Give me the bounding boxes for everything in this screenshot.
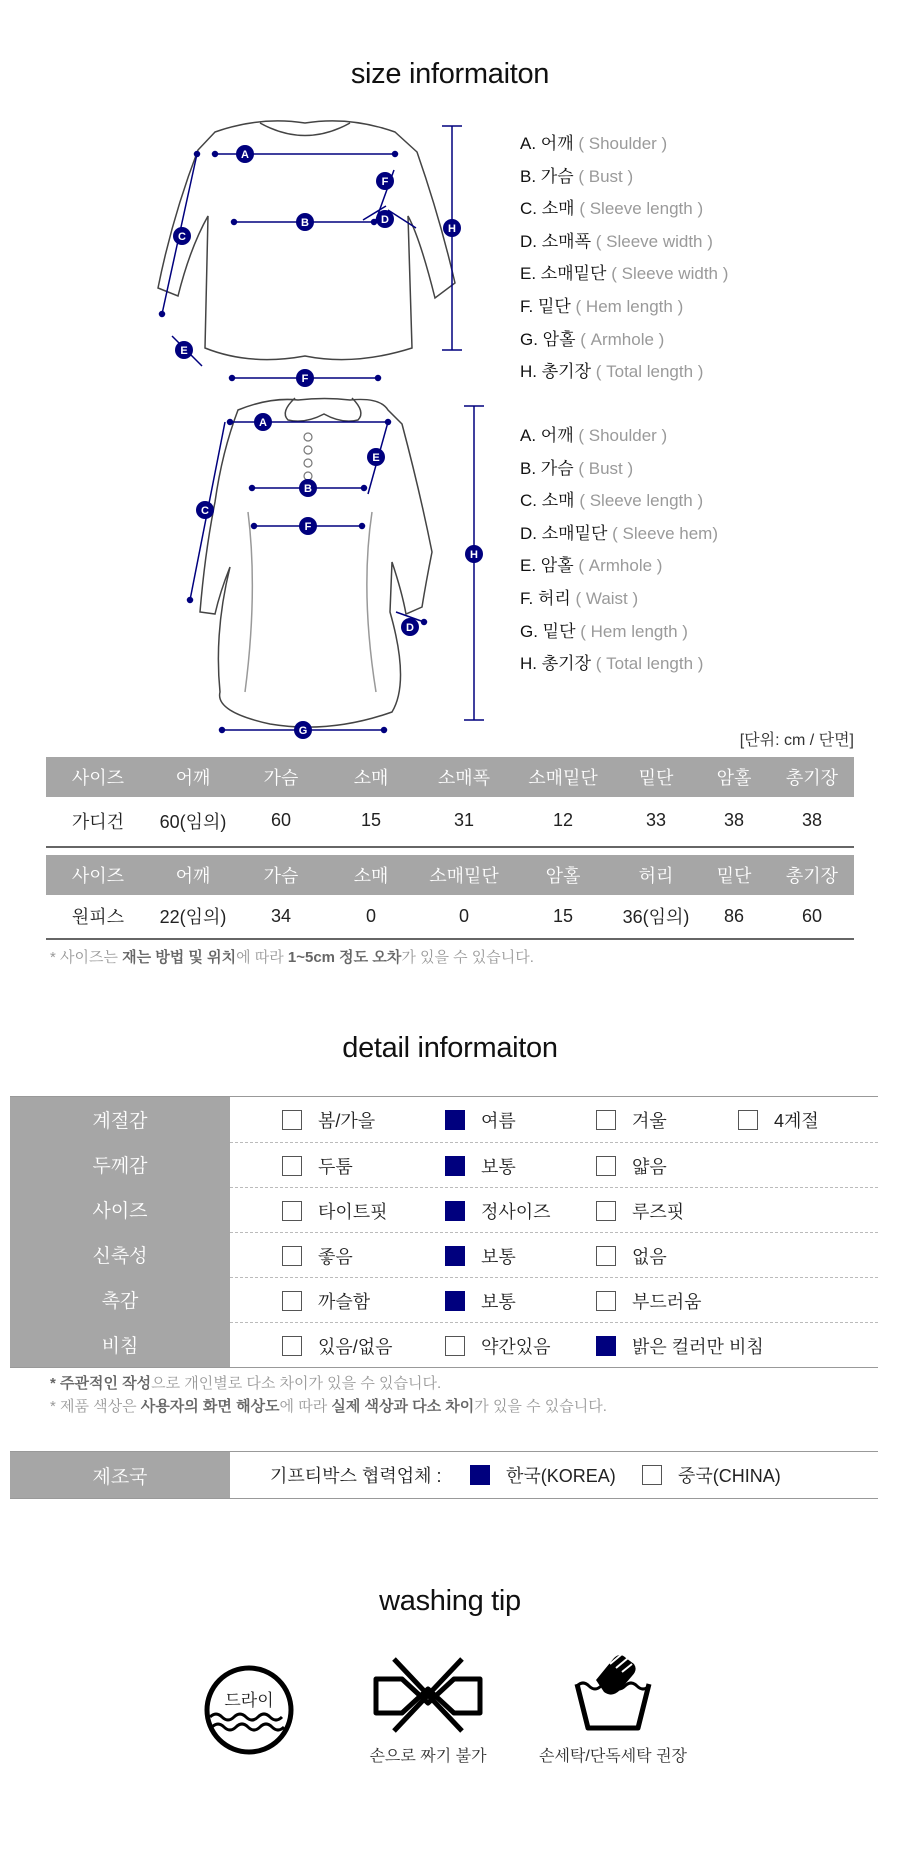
table-cell: 원피스: [71, 907, 125, 927]
table-header-row: [46, 757, 854, 797]
legend-row: G. 암홀 ( Armhole ): [520, 329, 665, 349]
marker-C: [196, 501, 214, 519]
option-soft[interactable]: 부드러움: [596, 1278, 702, 1323]
svg-text:F: F: [381, 176, 389, 188]
table-cell: 0: [365, 905, 376, 926]
table-cell: 86: [723, 905, 745, 926]
cardigan-legend: [520, 128, 728, 389]
legend-row: B. 가슴 ( Bust ): [520, 166, 634, 186]
table-row: [46, 797, 854, 844]
marker-F-bottom: [296, 369, 314, 387]
checkbox[interactable]: [282, 1110, 302, 1130]
washing-section-title: washing tip: [379, 1585, 521, 1617]
checkbox[interactable]: [596, 1291, 616, 1311]
detail-section-title: detail informaiton: [342, 1032, 558, 1064]
table-header-cell: 총기장: [785, 866, 839, 886]
table-header-cell: 가슴: [263, 866, 299, 886]
option-regular-size[interactable]: 정사이즈: [445, 1188, 551, 1233]
size-table-dress: [46, 855, 854, 937]
checkbox-checked[interactable]: [596, 1336, 616, 1356]
table-header-cell: 총기장: [785, 768, 839, 788]
size-section-title: size informaiton: [350, 58, 550, 90]
legend-row: C. 소매 ( Sleeve length ): [520, 199, 704, 219]
legend-row: D. 소매밑단 ( Sleeve hem): [520, 523, 718, 543]
svg-text:D: D: [406, 622, 414, 634]
option-winter[interactable]: 겨울: [596, 1097, 667, 1142]
marker-B: [296, 213, 314, 231]
detail-row-label: 비침: [10, 1322, 230, 1367]
detail-table: [10, 1096, 878, 1368]
svg-text:B: B: [304, 483, 312, 495]
marker-F: [376, 172, 394, 190]
legend-row: D. 소매폭 ( Sleeve width ): [520, 231, 713, 251]
marker-G: [294, 721, 312, 739]
option-thin[interactable]: 얇음: [596, 1143, 667, 1188]
legend-row: B. 가슴 ( Bust ): [520, 458, 634, 478]
legend-row: G. 밑단 ( Hem length ): [520, 621, 688, 641]
table-cell: 60: [801, 905, 823, 926]
legend-row: E. 소매밑단 ( Sleeve width ): [520, 264, 729, 284]
partner-label: 기프티박스 협력업체 :: [270, 1466, 442, 1486]
table-row: [46, 895, 854, 937]
option-good[interactable]: 좋음: [282, 1233, 353, 1278]
checkbox-checked[interactable]: [445, 1110, 465, 1130]
legend-row: E. 암홀 ( Armhole ): [520, 556, 663, 576]
checkbox[interactable]: [596, 1246, 616, 1266]
table-header-cell: 밑단: [716, 866, 752, 886]
detail-row-texture: [10, 1277, 878, 1322]
table-cell: 34: [270, 905, 292, 926]
table-cell: 0: [458, 905, 469, 926]
table-cell: 36(임의): [622, 907, 690, 927]
marker-A: [254, 413, 272, 431]
marker-D: [376, 210, 394, 228]
checkbox[interactable]: [282, 1201, 302, 1221]
svg-text:A: A: [241, 149, 249, 161]
marker-B: [299, 479, 317, 497]
svg-text:C: C: [201, 505, 209, 517]
marker-E: [175, 341, 193, 359]
marker-F: [299, 517, 317, 535]
svg-text:F: F: [301, 373, 309, 385]
table-header-cell: 가슴: [263, 768, 299, 788]
table-cell: 가디건: [71, 811, 125, 832]
country-of-origin-row: [10, 1451, 878, 1499]
option-all-seasons[interactable]: 4계절: [738, 1097, 819, 1142]
table-header-cell: 소매밑단: [528, 768, 598, 788]
option-yes-no[interactable]: 있음/없음: [282, 1323, 393, 1368]
marker-H: [443, 219, 461, 237]
checkbox[interactable]: [596, 1110, 616, 1130]
table-header-cell: 사이즈: [71, 768, 125, 788]
size-note: * 사이즈는 재는 방법 및 위치에 따라 1~5cm 정도 오차가 있을 수 있습니다.: [50, 949, 534, 966]
hand-wash-icon: [574, 1650, 652, 1732]
unit-label: [단위: cm / 단면]: [739, 732, 854, 749]
checkbox-checked[interactable]: [470, 1465, 490, 1485]
option-rough[interactable]: 까슬함: [282, 1278, 370, 1323]
dress-diagram: [170, 392, 500, 742]
table-cell: 15: [552, 905, 574, 926]
country-label: 제조국: [10, 1452, 230, 1498]
option-summer[interactable]: 여름: [445, 1097, 516, 1142]
detail-row-label: 촉감: [10, 1277, 230, 1322]
table-cell: 38: [801, 810, 823, 830]
legend-row: F. 밑단 ( Hem length ): [520, 296, 684, 316]
no-wring-caption: 손으로 짜기 불가: [369, 1748, 487, 1765]
table-cell: 31: [453, 810, 475, 830]
option-normal[interactable]: 보통: [445, 1278, 516, 1323]
table-cell: 60: [270, 810, 292, 830]
detail-row-season: [10, 1097, 878, 1142]
option-loose-fit[interactable]: 루즈핏: [596, 1188, 684, 1233]
option-normal[interactable]: 보통: [445, 1233, 516, 1278]
option-normal[interactable]: 보통: [445, 1143, 516, 1188]
table-header-cell: 사이즈: [71, 866, 125, 886]
marker-E: [367, 448, 385, 466]
checkbox-checked[interactable]: [445, 1201, 465, 1221]
option-china[interactable]: 중국(CHINA): [642, 1452, 781, 1498]
detail-note-2: * 제품 색상은 사용자의 화면 해상도에 따라 실제 색상과 다소 차이가 있을 수 있습니다.: [50, 1398, 607, 1415]
checkbox[interactable]: [282, 1291, 302, 1311]
svg-text:B: B: [301, 217, 309, 229]
svg-text:G: G: [298, 725, 308, 737]
table-header-cell: 어깨: [175, 866, 211, 886]
checkbox[interactable]: [596, 1156, 616, 1176]
svg-text:F: F: [304, 521, 312, 533]
checkbox-checked[interactable]: [445, 1156, 465, 1176]
svg-text:C: C: [178, 231, 186, 243]
table-cell: 33: [645, 810, 667, 830]
option-thick[interactable]: 두툼: [282, 1143, 353, 1188]
option-spring-fall[interactable]: 봄/가을: [282, 1097, 375, 1142]
option-light-colors-only[interactable]: 밝은 컬러만 비침: [596, 1323, 764, 1368]
option-none[interactable]: 없음: [596, 1233, 667, 1278]
marker-H: [465, 545, 483, 563]
checkbox[interactable]: [642, 1465, 662, 1485]
table-header-cell: 소매폭: [437, 768, 491, 788]
legend-row: H. 총기장 ( Total length ): [520, 362, 704, 382]
svg-text:H: H: [448, 223, 456, 235]
table-header-cell: 밑단: [638, 768, 674, 788]
svg-text:H: H: [470, 549, 478, 561]
dress-legend: [520, 420, 718, 681]
svg-text:A: A: [259, 417, 267, 429]
dry-clean-label: 드라이: [224, 1691, 274, 1710]
detail-row-label: 신축성: [10, 1232, 230, 1277]
detail-row-thickness: [10, 1142, 878, 1187]
detail-row-label: 두께감: [10, 1142, 230, 1187]
checkbox[interactable]: [282, 1246, 302, 1266]
marker-A: [236, 145, 254, 163]
checkbox[interactable]: [596, 1201, 616, 1221]
table-cell: 12: [552, 810, 574, 830]
table-divider: [46, 938, 854, 940]
table-header-cell: 암홀: [545, 866, 581, 886]
legend-row: A. 어깨 ( Shoulder ): [520, 134, 668, 153]
detail-note-1: * 주관적인 작성으로 개인별로 다소 차이가 있을 수 있습니다.: [50, 1375, 442, 1392]
svg-text:E: E: [372, 452, 380, 464]
legend-row: H. 총기장 ( Total length ): [520, 654, 704, 674]
table-header-cell: 소매: [353, 866, 389, 886]
table-header-cell: 어깨: [175, 768, 211, 788]
table-cell: 38: [723, 810, 745, 830]
checkbox-checked[interactable]: [445, 1291, 465, 1311]
option-tight-fit[interactable]: 타이트핏: [282, 1188, 388, 1233]
detail-row-label: 계절감: [10, 1097, 230, 1142]
table-header-row: [46, 855, 854, 895]
legend-row: C. 소매 ( Sleeve length ): [520, 491, 704, 511]
table-header-cell: 허리: [638, 866, 674, 886]
detail-row-sheerness: [10, 1322, 878, 1367]
detail-row-size: [10, 1187, 878, 1232]
detail-row-label: 사이즈: [10, 1187, 230, 1232]
table-header-cell: 소매밑단: [429, 866, 499, 886]
legend-row: F. 허리 ( Waist ): [520, 588, 639, 608]
legend-row: A. 어깨 ( Shoulder ): [520, 426, 668, 445]
checkbox[interactable]: [282, 1336, 302, 1356]
size-table-cardigan: [46, 757, 854, 844]
checkbox[interactable]: [738, 1110, 758, 1130]
marker-D: [401, 618, 419, 636]
table-divider: [46, 846, 854, 848]
option-korea[interactable]: 한국(KOREA): [470, 1452, 616, 1498]
table-cell: 60(임의): [159, 811, 227, 832]
marker-C: [173, 227, 191, 245]
option-slightly[interactable]: 약간있음: [445, 1323, 551, 1368]
checkbox[interactable]: [282, 1156, 302, 1176]
table-cell: 22(임의): [159, 907, 227, 927]
checkbox[interactable]: [445, 1336, 465, 1356]
detail-row-stretch: [10, 1232, 878, 1277]
svg-text:D: D: [381, 214, 389, 226]
hand-wash-caption: 손세탁/단독세탁 권장: [539, 1748, 687, 1765]
cardigan-diagram: [150, 118, 480, 388]
checkbox-checked[interactable]: [445, 1246, 465, 1266]
table-cell: 15: [360, 810, 382, 830]
svg-text:E: E: [180, 345, 188, 357]
table-header-cell: 암홀: [716, 768, 752, 788]
table-header-cell: 소매: [353, 768, 389, 788]
no-wring-icon: [372, 1655, 484, 1735]
